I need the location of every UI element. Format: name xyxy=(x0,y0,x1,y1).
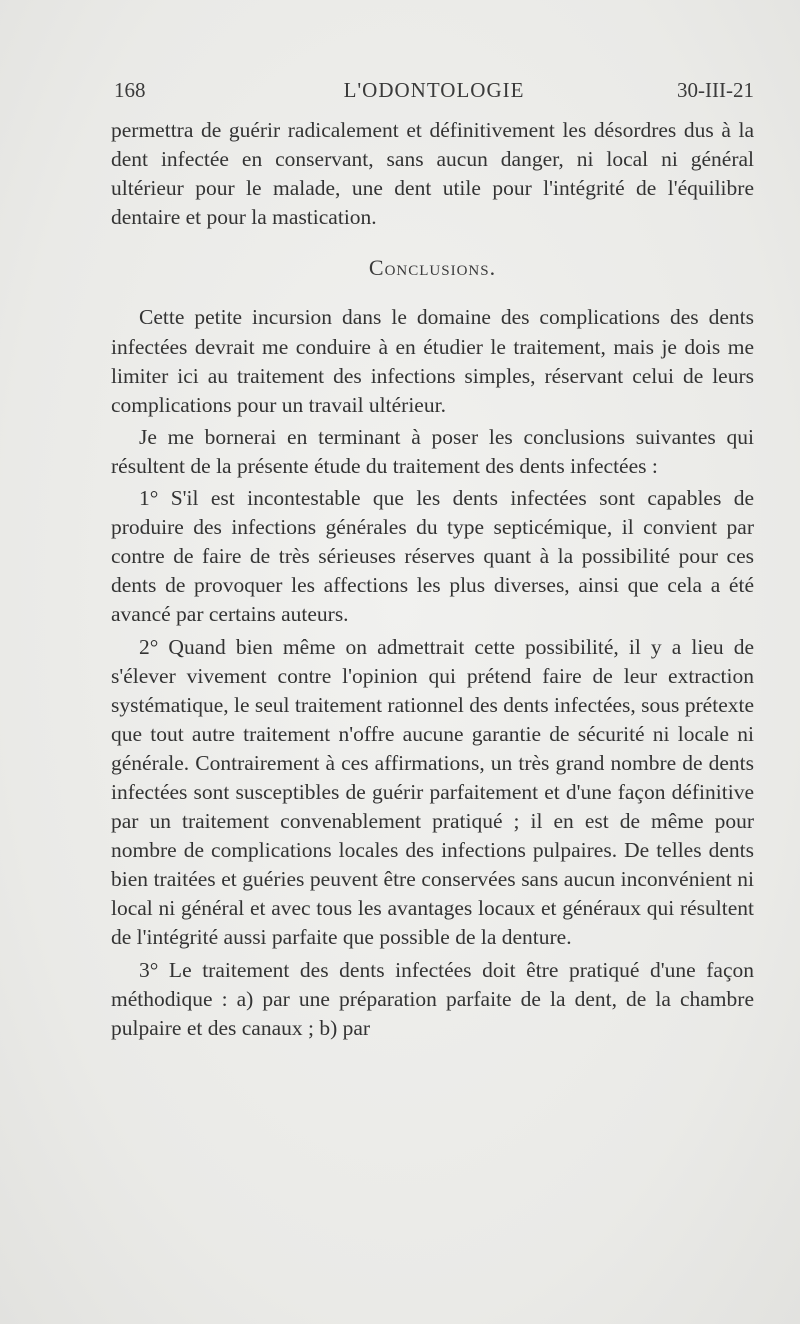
body-text xyxy=(111,116,754,1043)
conclusion-3: 3° Le traitement des dents infectées doit être pratiqué d'une façon méthodique : a) par une préparation parfaite de la dent, de la chambre pulpaire et des canaux ; b) par xyxy=(111,957,754,1040)
paragraph-conclusions-lead: Je me bornerai en terminant à poser les conclusions suivantes qui résultent de la présente étude du traitement des dents infectées : xyxy=(111,424,754,478)
page-number: 168 xyxy=(114,78,146,102)
section-title-conclusions: Conclusions. xyxy=(368,255,497,281)
running-header xyxy=(114,78,754,108)
issue-date: 30-III-21 xyxy=(677,78,754,102)
journal-title: L'ODONTOLOGIE xyxy=(343,78,525,102)
conclusion-2: 2° Quand bien même on admettrait cette possibilité, il y a lieu de s'élever vivement contre l'opinion qui prétend faire de leur extraction systématique, le seul traitement rationnel des dents infectées, sous prétexte que tout autre traitement n'offre aucune garantie de sécurité ni locale ni générale. Contrairement à ces affirmations, un très grand nombre de dents infectées sont susceptibles de guérir parfaitement et d'une façon définitive par un traitement convenablement pratiqué ; il en est de même pour nombre de complications locales des infections pulpaires. De telles dents bien traitées et guéries peuvent être conservées sans aucun inconvénient ni local ni général et avec tous les avantages locaux et généraux qui résultent de l'intégrité aussi parfaite que possible de la denture. xyxy=(111,634,755,950)
paragraph-intro: Cette petite incursion dans le domaine des complications des dents infectées devrait me conduire à en étudier le traitement, mais je dois me limiter ici au traitement des infections simples, réservant celui de leurs complications pour un travail ultérieur. xyxy=(111,305,754,417)
paragraph-continued: permettra de guérir radicalement et définitivement les désordres dus à la dent infectée en conservant, sans aucun danger, ni local ni général ultérieur pour le malade, une dent utile pour l'intégrité de l'équilibre dentaire et pour la mastication. xyxy=(111,118,754,230)
conclusion-1: 1° S'il est incontestable que les dents infectées sont capables de produire des infections générales du type septicémique, il convient par contre de faire de très sérieuses réserves quant à la possibilité pour ces dents de provoquer les affections les plus diverses, ainsi que cela a été avancé par certains auteurs. xyxy=(111,486,754,627)
